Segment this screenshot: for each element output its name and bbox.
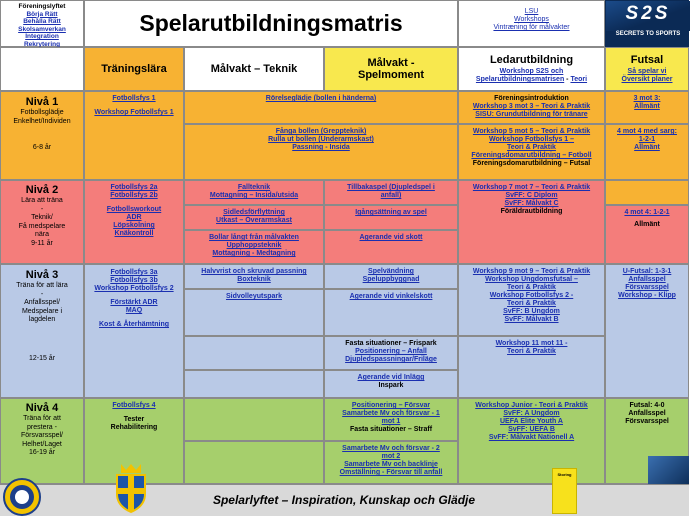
link-mot-2[interactable]: mot 2: [381, 453, 401, 460]
link-rekrytering[interactable]: Rekrytering: [23, 40, 61, 48]
title-box: [84, 0, 458, 47]
n2-futsal-top: [605, 180, 689, 205]
forsvarsspel-text: Försvarsspel: [625, 418, 669, 425]
tester-text: Tester: [123, 416, 145, 423]
link-fotbollsfys-4[interactable]: Fotbollsfys 4: [112, 402, 156, 409]
link-spelarutbildningsmatrisen[interactable]: Spelarutbildningsmatrisen: [475, 76, 565, 83]
foraldrautbildning: Föräldrautbildning: [500, 208, 563, 215]
link-workshop-fotbollsfys-1[interactable]: Workshop Fotbollsfys 1: [94, 109, 174, 116]
link-igangsattning[interactable]: Igångsättning av spel: [355, 209, 427, 216]
level-4-line: prestera -: [27, 423, 57, 431]
link-sidvolleyutspark[interactable]: Sidvolleyutspark: [225, 293, 283, 300]
level-2-line: -: [40, 205, 44, 213]
level-3-line: lagdelen: [28, 316, 56, 323]
level-3-line: -: [40, 290, 44, 298]
n2-ms1: [324, 180, 458, 205]
n1-malvakt-bottom: [184, 124, 458, 180]
link-integration[interactable]: Integration: [25, 33, 59, 40]
link-forsvarsspel[interactable]: Försvarsspel: [625, 284, 669, 291]
link-fotbollsworkout[interactable]: Fotbollsworkout: [106, 206, 162, 213]
level-2-line: Lära att träna: [21, 197, 63, 204]
level-2-line: nära: [34, 231, 49, 238]
level-3-line: Träna för att lära: [16, 282, 68, 289]
link-workshop-7-mot-7[interactable]: Workshop 7 mot 7 – Teori & Praktik: [472, 184, 591, 191]
link-teori-header[interactable]: Teori: [570, 76, 588, 83]
n4-ms2: [324, 441, 458, 484]
level-1-line: Enkelhet/Individen: [13, 117, 71, 125]
link-fotbollsfys-3b[interactable]: Fotbollsfys 3b: [110, 277, 158, 284]
link-foreningsdomare-fotboll[interactable]: Föreningsdomarutbildning – Fotboll: [471, 152, 592, 159]
level-4-line: Helhet/Laget: [22, 440, 62, 448]
level-2-title: Nivå 2: [25, 184, 59, 196]
level-4-age: 16-19 år: [28, 449, 56, 456]
n1-futsal-top: [605, 91, 689, 124]
n1-malvakt-top: [184, 91, 458, 124]
link-workshop-11-mot-11[interactable]: Workshop 11 mot 11 -: [495, 340, 568, 347]
link-positionering-anfall[interactable]: Positionering – Anfall: [355, 348, 427, 355]
col-header-traningslara: [84, 47, 184, 91]
link-svff-malvakt-c[interactable]: SvFF: Målvakt C: [504, 200, 559, 207]
n1-ledar-top: [458, 91, 605, 124]
n3-ms1: [324, 264, 458, 289]
futsal-4-0: Futsal: 4-0: [629, 402, 665, 409]
link-forstarkt-adr[interactable]: Förstärkt ADR: [110, 299, 158, 306]
link-workshop-fotbollsfys-1-ledar[interactable]: Workshop Fotbollsfys 1 –: [488, 136, 575, 143]
fasta-situationer-straff: Fasta situationer – Straff: [349, 426, 433, 433]
book-cover-label: Storing: [557, 472, 572, 477]
level-3-age: 12-15 år: [28, 354, 56, 362]
level-3-label: [0, 264, 84, 398]
n3-ledar-1: [458, 264, 605, 336]
level-3-line: Anfallsspel/: [24, 299, 60, 306]
link-workshop-ungdomsfutsal[interactable]: Workshop Ungdomsfutsal –: [485, 276, 578, 283]
link-utkast[interactable]: Utkast – Överarmskast: [216, 217, 292, 224]
link-workshop-junior[interactable]: Workshop Junior - Teori & Praktik: [475, 402, 588, 409]
link-fanga-bollen[interactable]: Fånga bollen (Greppteknik): [275, 128, 367, 135]
s2s-logo-mark: S2S: [625, 3, 671, 24]
n3-futsal: [605, 264, 689, 398]
n3-ms4: [324, 370, 458, 398]
footer-tagline: Spelarlyftet – Inspiration, Kunskap och Glädje: [212, 493, 476, 507]
foreningslyftet-box: [0, 0, 84, 47]
link-vintraning[interactable]: Vintræning för målvakter: [493, 24, 570, 31]
ledar-sub-dash: -: [564, 76, 571, 83]
link-agerande-inlagg[interactable]: Agerande vid Inlägg: [357, 374, 425, 381]
n2-mt2: [184, 205, 324, 230]
link-svff-b-ungdom[interactable]: SvFF: B Ungdom: [503, 308, 560, 315]
link-sidledsforflyttning[interactable]: Sidledsförflyttning: [223, 209, 285, 216]
col-header-malvakt-teknik: [184, 47, 324, 91]
n1-futsal-bottom: [605, 124, 689, 180]
link-sa-spelar-vi[interactable]: Så spelar vi: [627, 68, 667, 75]
book-cover-icon: [552, 468, 577, 514]
link-fotbollsfys-2a[interactable]: Fotbollsfys 2a: [110, 184, 158, 191]
n4-ms1: [324, 398, 458, 441]
foreningslyftet-title: Föreningslyftet: [18, 3, 66, 10]
link-agerande-skott[interactable]: Agerande vid skott: [359, 234, 423, 241]
link-djupledspassningar[interactable]: Djupledspassningar/Frilägе: [345, 356, 437, 363]
link-mottagning-medtagning[interactable]: Mottagning - Medtagning: [212, 250, 296, 257]
link-workshop-fotbollsfys-2-ledar[interactable]: Workshop Fotbollsfys 2 -: [489, 292, 574, 299]
link-anfall[interactable]: anfall): [380, 192, 402, 199]
n2-futsal: [605, 205, 689, 264]
link-1-2-1[interactable]: 1-2-1: [638, 136, 656, 143]
col-header-malvakt-spelmoment: [324, 47, 458, 91]
n1-ledar-bottom: [458, 124, 605, 180]
n4-ledar: [458, 398, 605, 484]
anfallsspel-text: Anfallsspel: [628, 410, 666, 417]
link-sisu-grundutbildning[interactable]: SISU: Grundutbildning för tränare: [475, 111, 588, 118]
level-2-line: Få medspelare: [18, 222, 66, 230]
level-3-line: Medspelare i: [21, 307, 63, 315]
col-header-futsal: [605, 47, 689, 91]
link-boxteknik[interactable]: Boxteknik: [237, 276, 271, 283]
n3-mt1: [184, 264, 324, 289]
link-vinkelskott[interactable]: Agerande vid vinkelskott: [349, 293, 433, 300]
n4-mt1: [184, 398, 324, 441]
link-teori-praktik-fys2[interactable]: Teori & Praktik: [507, 300, 556, 307]
link-positionering-forsvar[interactable]: Positionering – Försvar: [351, 402, 431, 409]
level-4-line: Försvarsspel/: [20, 432, 63, 439]
level-2-label: [0, 180, 84, 264]
malvakt-teknik-label: Målvakt – Teknik: [210, 63, 298, 75]
link-mottagning-insida[interactable]: Mottagning – Insida/utsida: [209, 192, 299, 199]
foreningsintroduktion: Föreningsintroduktion: [494, 95, 569, 102]
link-rorelseglädje[interactable]: Rörelseglädje (bollen i händerna): [265, 95, 377, 102]
link-workshop-9-mot-9[interactable]: Workshop 9 mot 9 – Teori & Praktik: [472, 268, 591, 275]
link-oversikt-planer[interactable]: Översikt planer: [621, 76, 673, 83]
allmant-text: Allmänt: [634, 221, 660, 228]
link-loepskolning[interactable]: Löpskolning: [113, 222, 155, 229]
link-upphoppsteknik[interactable]: Upphoppsteknik: [226, 242, 282, 249]
level-1-label: [0, 91, 84, 180]
link-kost-aterhamtning[interactable]: Kost & Återhämtning: [99, 321, 169, 328]
link-svff-a-ungdom[interactable]: SvFF: A Ungdom: [503, 410, 560, 417]
link-teori-praktik-11[interactable]: Teori & Praktik: [507, 348, 556, 355]
link-allmant-2[interactable]: Allmänt: [634, 144, 660, 151]
s2s-logo: [605, 0, 689, 47]
svff-shield-icon: [114, 462, 148, 514]
foreningsdomare-futsal: Föreningsdomarutbildning – Futsal: [472, 160, 591, 167]
malvakt-spelmoment-label-2: Spelmoment: [357, 69, 424, 81]
link-maq[interactable]: MAQ: [125, 307, 143, 314]
link-fallteknik[interactable]: Fallteknik: [237, 184, 271, 191]
level-3-title: Nivå 3: [25, 269, 59, 281]
link-skolsamverkan[interactable]: Skolsamverkan: [18, 25, 66, 33]
malvakt-spelmoment-label-1: Målvakt -: [367, 57, 415, 69]
n3-mt2: [184, 289, 324, 336]
link-lsu[interactable]: LSU: [524, 8, 539, 15]
n3-ms3: [324, 336, 458, 370]
link-workshop-5-mot-5[interactable]: Workshop 5 mot 5 – Teori & Praktik: [472, 128, 591, 135]
fasta-situationer-frispark: Fasta situationer – Frispark: [345, 340, 437, 347]
link-halvvrist[interactable]: Halvvrist och skruvad passning: [201, 268, 307, 275]
link-behalla-ratt[interactable]: Behålla Rätt: [23, 18, 61, 25]
link-fotbollsfys-1[interactable]: Fotbollsfys 1: [112, 95, 156, 102]
n3-traningslara: [84, 264, 184, 398]
link-tillbakaspel[interactable]: Tillbakaspel (Djupledspel i: [347, 184, 435, 191]
level-1-line: Fotbollsglädje: [20, 109, 64, 116]
link-adr[interactable]: ADR: [126, 214, 142, 221]
col-header-ledarutbildning: [458, 47, 605, 91]
link-svff-uefa-b[interactable]: SvFF: UEFA B: [508, 426, 555, 433]
link-workshop-3-mot-3[interactable]: Workshop 3 mot 3 – Teori & Praktik: [472, 103, 591, 110]
level-4-title: Nivå 4: [25, 402, 59, 414]
link-omstallning[interactable]: Omställning - Försvar till anfall: [339, 469, 443, 476]
link-uefa-elite-youth-a[interactable]: UEFA Elite Youth A: [499, 418, 563, 425]
level-4-label: [0, 398, 84, 484]
n3-mt4: [184, 370, 324, 398]
n1-traningslara: [84, 91, 184, 180]
link-speluppbyggnad[interactable]: Speluppbyggnad: [362, 276, 420, 283]
link-4-mot-4-sarg[interactable]: 4 mot 4 med sarg:: [617, 128, 677, 135]
link-4-mot-4-121[interactable]: 4 mot 4: 1-2-1: [624, 209, 670, 216]
n3-ms2: [324, 289, 458, 336]
level-2-line: Teknik/: [31, 214, 53, 221]
link-spelvandning[interactable]: Spelvändning: [368, 268, 414, 275]
link-workshop-klipp[interactable]: Workshop - Klipp: [618, 292, 676, 299]
n2-mt3: [184, 230, 324, 264]
link-svff-malvakt-b[interactable]: SvFF: Målvakt B: [504, 316, 559, 323]
link-passning-insida[interactable]: Passning - Insida: [292, 144, 350, 151]
level-4-line: Träna för att: [23, 415, 61, 422]
link-teori-praktik[interactable]: Teori & Praktik: [507, 144, 556, 151]
traningslara-label: Träningslära: [101, 63, 167, 75]
level-2-age: 9-11 år: [31, 239, 53, 247]
n2-ms2: [324, 205, 458, 230]
level-1-age: 6-8 år: [32, 144, 52, 151]
link-borja-ratt[interactable]: Börja Rätt: [26, 10, 58, 18]
link-allmant-1[interactable]: Allmänt: [634, 103, 660, 110]
n3-ledar-2: [458, 336, 605, 398]
link-3-mot-3[interactable]: 3 mot 3:: [633, 95, 661, 102]
corner-blank: [0, 47, 84, 91]
link-anfallsspel[interactable]: Anfallsspel: [628, 276, 666, 283]
link-workshop-fotbollsfys-2[interactable]: Workshop Fotbollsfys 2: [94, 285, 174, 292]
n2-ms3: [324, 230, 458, 264]
n4-mt2: [184, 441, 324, 484]
link-fotbollsfys-3a[interactable]: Fotbollsfys 3a: [110, 269, 158, 276]
futsal-photo: [648, 456, 689, 484]
n2-mt1: [184, 180, 324, 205]
s2s-logo-text: SECRETS TO SPORTS: [615, 31, 681, 37]
link-teori-praktik-futsal[interactable]: Teori & Praktik: [507, 284, 556, 291]
n2-traningslara: [84, 180, 184, 264]
page-title: Spelarutbildningsmatris: [139, 10, 403, 36]
link-svff-malvakt-nationell-a[interactable]: SvFF: Målvakt Nationell A: [488, 434, 575, 441]
ledar-title: Ledarutbildning: [489, 54, 574, 66]
futsal-title: Futsal: [630, 54, 664, 66]
link-u-futsal[interactable]: U-Futsal: 1-3-1: [622, 268, 672, 275]
top-links-box: [458, 0, 605, 47]
club-badge-icon: [2, 478, 42, 516]
link-fotbollsfys-2b[interactable]: Fotbollsfys 2b: [110, 192, 158, 199]
link-mot-1[interactable]: mot 1: [381, 418, 401, 425]
link-svff-c-diplom[interactable]: SvFF: C Diplom: [505, 192, 558, 199]
link-samarbete-2-mot-2[interactable]: Samarbete Mv och försvar - 2: [342, 445, 440, 452]
link-rulla-ut-bollen[interactable]: Rulla ut bollen (Underarmskast): [268, 136, 374, 143]
level-1-title: Nivå 1: [25, 96, 59, 108]
n2-ledar: [458, 180, 605, 264]
link-samarbete-1-mot-1[interactable]: Samarbete Mv och försvar - 1: [342, 410, 440, 417]
link-bollar-langt[interactable]: Bollar långt från målvakten: [209, 234, 299, 241]
link-knakontroll[interactable]: Knäkontroll: [114, 230, 154, 237]
rehabilitering-text: Rehabilitering: [110, 424, 158, 431]
n3-mt3: [184, 336, 324, 370]
inspark-text: Inspark: [378, 382, 404, 389]
link-workshop-s2s[interactable]: Workshop S2S och: [499, 68, 564, 75]
link-samarbete-backlinje[interactable]: Samarbete Mv och backlinje: [344, 461, 438, 468]
link-workshops[interactable]: Workshops: [514, 16, 549, 23]
